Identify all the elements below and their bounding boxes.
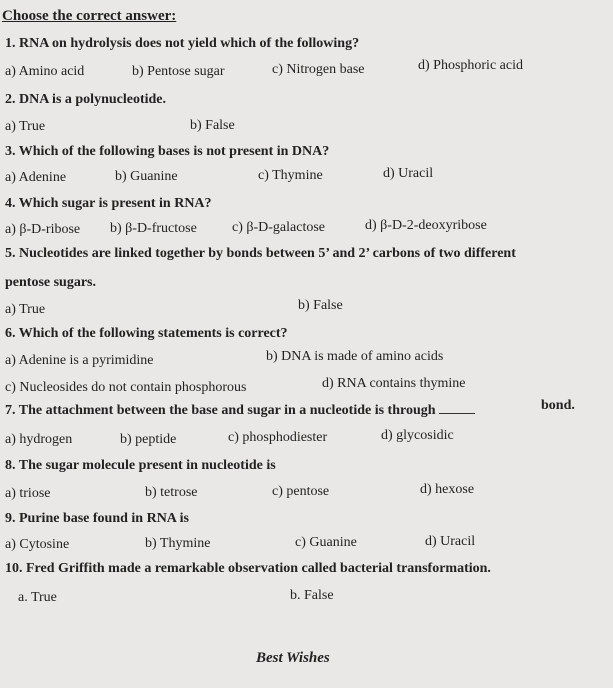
q4-option-c: c) β-D-galactose	[232, 220, 326, 235]
q10-option-a: a. True	[18, 590, 57, 605]
q4-option-b: b) β-D-fructose	[110, 221, 197, 236]
q5-option-a: a) True	[5, 302, 46, 317]
q3-option-a: a) Adenine	[5, 170, 67, 185]
q5-option-b: b) False	[298, 298, 343, 313]
closing-text: Best Wishes	[256, 650, 330, 666]
question-3: 3. Which of the following bases is not present in DNA?	[5, 144, 330, 159]
question-5: 5. Nucleotides are linked together by bonds between 5’ and 2’ carbons of two different	[5, 246, 516, 261]
q8-option-c: c) pentose	[272, 484, 330, 499]
q4-option-d: d) β-D-2-deoxyribose	[365, 218, 487, 233]
answer-blank	[439, 402, 475, 414]
question-8: 8. The sugar molecule present in nucleotide is	[5, 458, 276, 473]
q4-option-a: a) β-D-ribose	[5, 222, 81, 237]
q7-option-d: d) glycosidic	[381, 428, 454, 443]
question-6: 6. Which of the following statements is correct?	[5, 326, 288, 341]
q8-option-a: a) triose	[5, 486, 51, 501]
question-2: 2. DNA is a polynucleotide.	[5, 92, 167, 107]
q1-option-b: b) Pentose sugar	[132, 64, 225, 79]
q10-option-b: b. False	[290, 588, 334, 603]
q9-option-b: b) Thymine	[145, 536, 211, 551]
q1-option-c: c) Nitrogen base	[272, 62, 365, 77]
page-heading: Choose the correct answer:	[2, 8, 177, 24]
q6-option-d: d) RNA contains thymine	[322, 376, 466, 391]
question-1: 1. RNA on hydrolysis does not yield which of the following?	[5, 36, 360, 51]
q7-option-a: a) hydrogen	[5, 432, 73, 447]
q9-option-a: a) Cytosine	[5, 537, 70, 552]
question-10: 10. Fred Griffith made a remarkable observation called bacterial transformation.	[5, 561, 491, 576]
q2-option-b: b) False	[190, 118, 235, 133]
q1-option-d: d) Phosphoric acid	[418, 58, 523, 73]
question-7-text: 7. The attachment between the base and sugar in a nucleotide is through	[5, 403, 436, 418]
q9-option-d: d) Uracil	[425, 534, 476, 549]
q7-option-c: c) phosphodiester	[228, 430, 328, 445]
question-7-suffix: bond.	[541, 398, 575, 413]
question-9: 9. Purine base found in RNA is	[5, 511, 189, 526]
q7-option-b: b) peptide	[120, 432, 177, 447]
question-4: 4. Which sugar is present in RNA?	[5, 196, 212, 211]
question-5-continued: pentose sugars.	[5, 275, 97, 290]
q8-option-d: d) hexose	[420, 482, 475, 497]
q2-option-a: a) True	[5, 119, 46, 134]
q1-option-a: a) Amino acid	[5, 64, 85, 79]
q6-option-b: b) DNA is made of amino acids	[266, 349, 444, 364]
q3-option-d: d) Uracil	[383, 166, 434, 181]
q8-option-b: b) tetrose	[145, 485, 198, 500]
q6-option-c: c) Nucleosides do not contain phosphorous	[5, 380, 247, 395]
q3-option-c: c) Thymine	[258, 168, 323, 183]
q6-option-a: a) Adenine is a pyrimidine	[5, 353, 154, 368]
q3-option-b: b) Guanine	[115, 169, 178, 184]
question-7	[5, 402, 475, 419]
q9-option-c: c) Guanine	[295, 535, 357, 550]
